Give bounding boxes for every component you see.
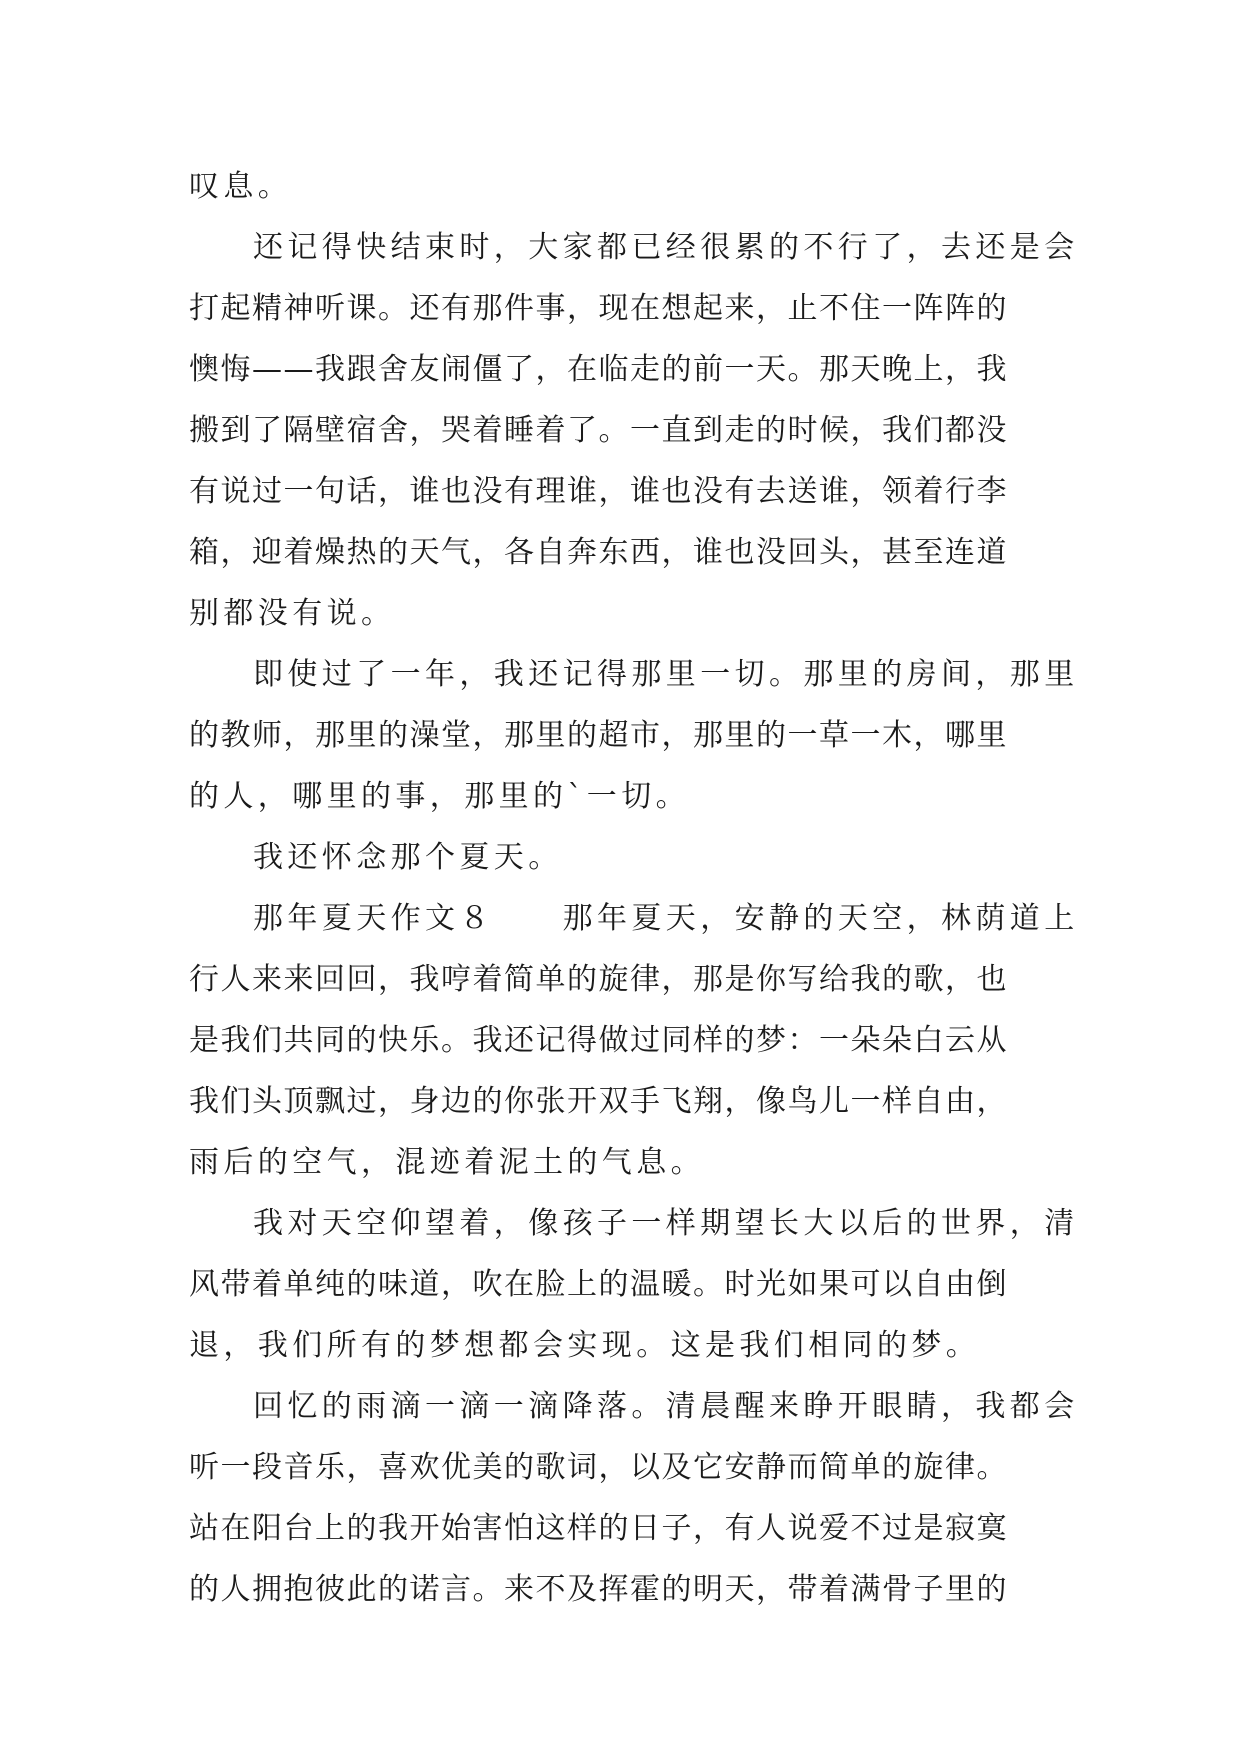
text-line: 别都没有说。 bbox=[189, 596, 396, 631]
text-line: 即使过了一年，我还记得那里一切。那里的房间，那里 bbox=[253, 657, 1079, 692]
essay-text-body bbox=[189, 156, 1079, 1620]
text-line: 我还怀念那个夏天。 bbox=[253, 840, 563, 875]
text-line: 听一段音乐，喜欢优美的歌词，以及它安静而简单的旋律。 bbox=[189, 1450, 1008, 1485]
text-line: 的教师，那里的澡堂，那里的超市，那里的一草一木，哪里 bbox=[189, 718, 1008, 753]
text-line: 雨后的空气，混迹着泥土的气息。 bbox=[189, 1145, 705, 1180]
text-line: 的人，哪里的事，那里的`一切。 bbox=[189, 779, 690, 814]
text-line: 退，我们所有的梦想都会实现。这是我们相同的梦。 bbox=[189, 1328, 981, 1363]
text-line: 叹息。 bbox=[189, 169, 293, 204]
text-line: 回忆的雨滴一滴一滴降落。清晨醒来睁开眼睛，我都会 bbox=[253, 1389, 1079, 1424]
text-line: 懊悔——我跟舍友闹僵了，在临走的前一天。那天晚上，我 bbox=[189, 352, 1008, 387]
text-line: 我们头顶飘过，身边的你张开双手飞翔，像鸟儿一样自由， bbox=[189, 1084, 1008, 1119]
text-line: 打起精神听课。还有那件事，现在想起来，止不住一阵阵的 bbox=[189, 291, 1008, 326]
text-line: 风带着单纯的味道，吹在脸上的温暖。时光如果可以自由倒 bbox=[189, 1267, 1008, 1302]
text-line: 那年夏天作文８ 那年夏天，安静的天空，林荫道上 bbox=[253, 901, 1079, 936]
text-line: 站在阳台上的我开始害怕这样的日子，有人说爱不过是寂寞 bbox=[189, 1511, 1008, 1546]
text-line: 行人来来回回，我哼着简单的旋律，那是你写给我的歌，也 bbox=[189, 962, 1008, 997]
text-line: 是我们共同的快乐。我还记得做过同样的梦：一朵朵白云从 bbox=[189, 1023, 1008, 1058]
text-line: 有说过一句话，谁也没有理谁，谁也没有去送谁，领着行李 bbox=[189, 474, 1008, 509]
text-line: 的人拥抱彼此的诺言。来不及挥霍的明天，带着满骨子里的 bbox=[189, 1572, 1008, 1607]
text-line: 箱，迎着燥热的天气，各自奔东西，谁也没回头，甚至连道 bbox=[189, 535, 1008, 570]
text-line: 还记得快结束时，大家都已经很累的不行了，去还是会 bbox=[253, 230, 1079, 265]
text-line: 我对天空仰望着，像孩子一样期望长大以后的世界，清 bbox=[253, 1206, 1079, 1241]
text-line: 搬到了隔壁宿舍，哭着睡着了。一直到走的时候，我们都没 bbox=[189, 413, 1008, 448]
